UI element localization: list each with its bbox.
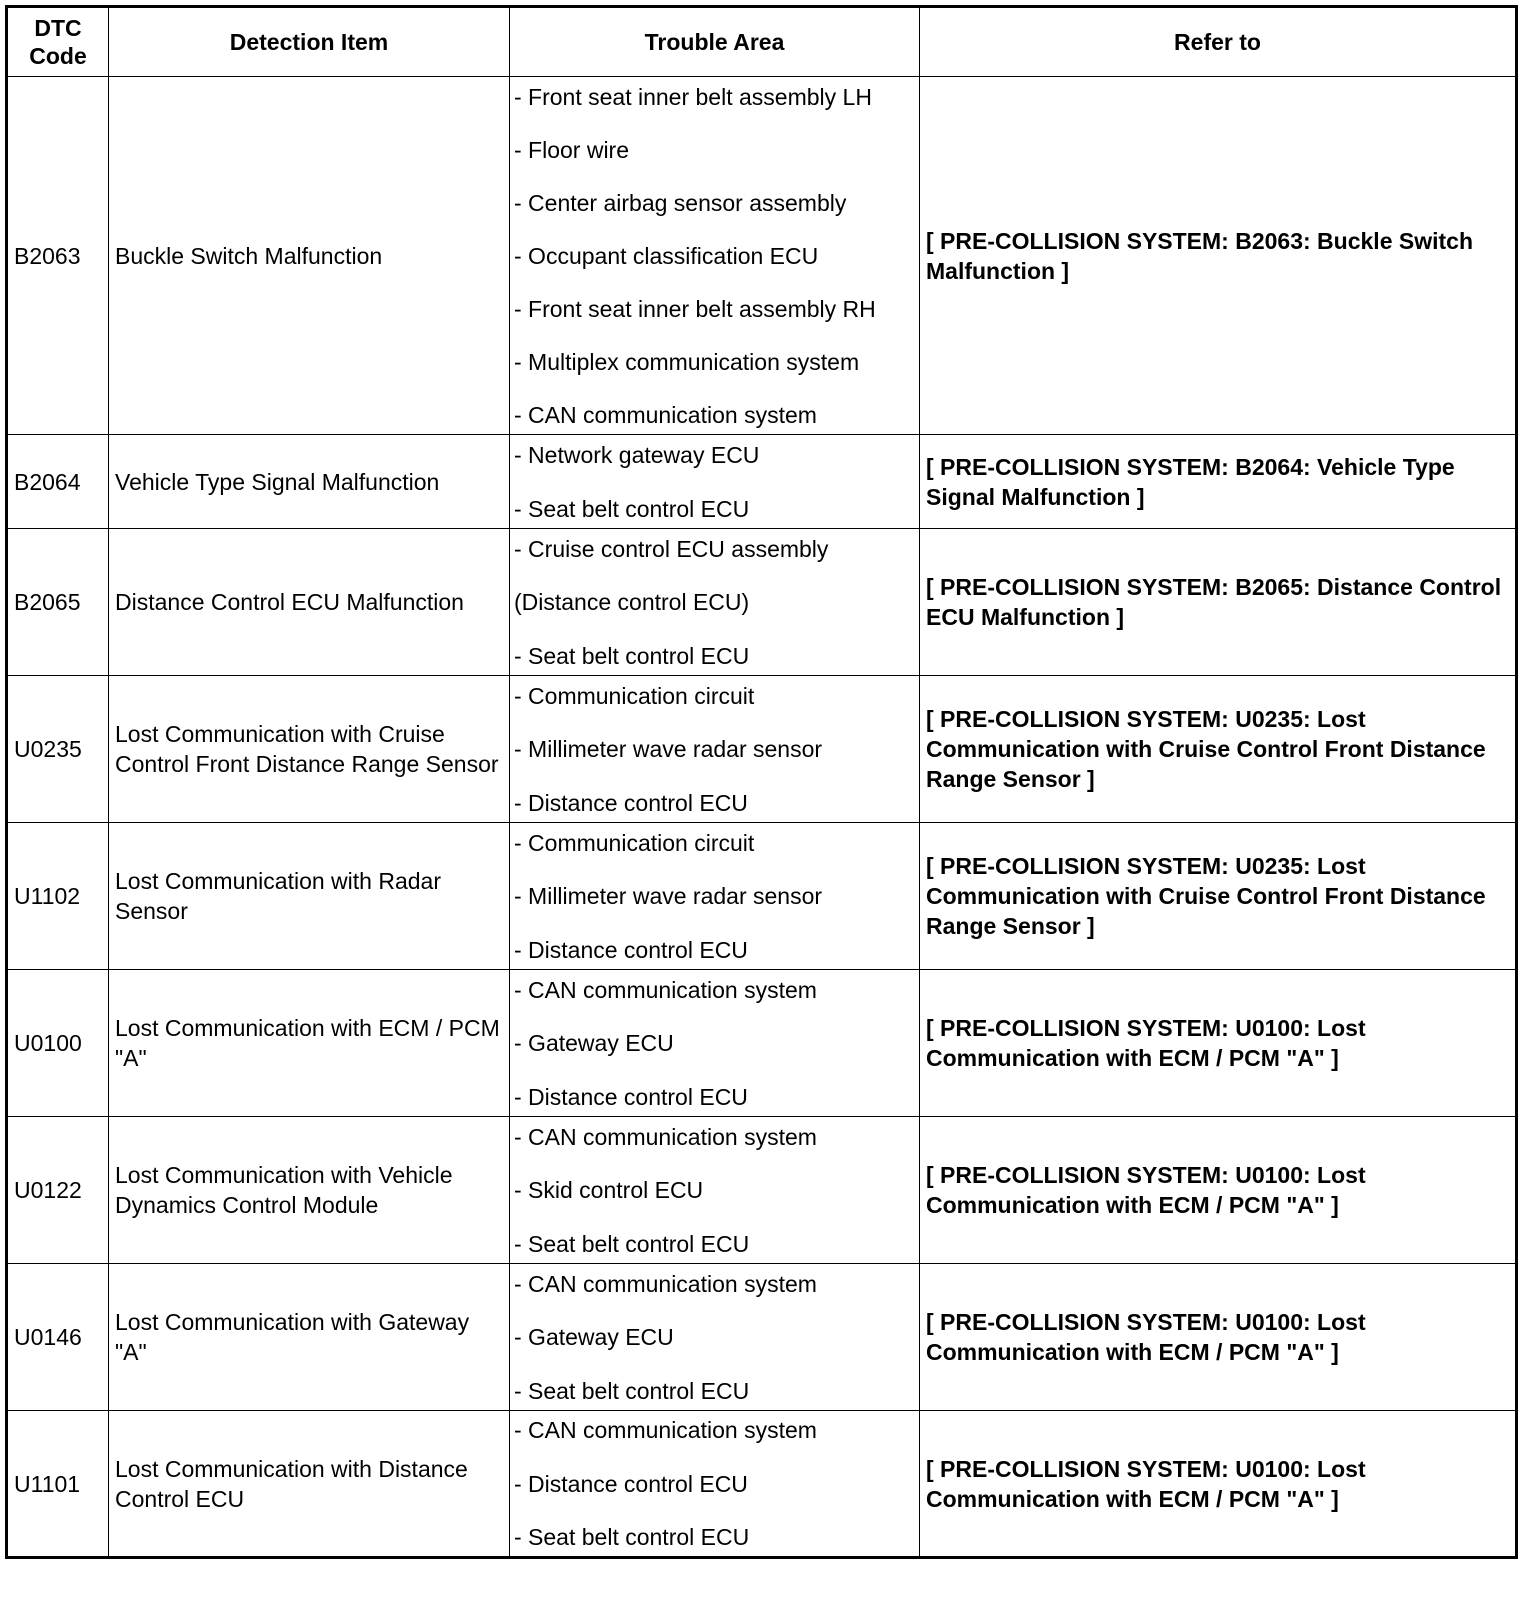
detection-item-cell: Distance Control ECU Malfunction [109,529,510,676]
trouble-area-item: - CAN communication system [514,401,817,428]
trouble-area-cell [510,676,920,823]
trouble-area-item: (Distance control ECU) [514,589,750,615]
trouble-area-item: - Millimeter wave radar sensor [514,736,823,762]
dtc-code-cell: U1101 [7,1411,109,1558]
trouble-area-item: - CAN communication system [514,1123,817,1150]
dtc-code-cell: U1102 [7,823,109,970]
trouble-area-list [514,1417,915,1550]
detection-item-cell: Lost Communication with ECM / PCM "A" [109,970,510,1117]
trouble-area-cell [510,970,920,1117]
trouble-area-list [514,977,915,1110]
dtc-code-cell: U0100 [7,970,109,1117]
trouble-area-item: - Distance control ECU [514,936,748,963]
detection-item-cell: Lost Communication with Distance Control ECU [109,1411,510,1558]
table-row [7,1117,1517,1264]
trouble-area-list [514,536,915,669]
table-row [7,676,1517,823]
trouble-area-list [514,1271,915,1404]
trouble-area-item: - Cruise control ECU assembly [514,535,829,562]
refer-to-link[interactable]: [ PRE-COLLISION SYSTEM: U0100: Lost Communication with ECM / PCM "A" ] [920,1264,1517,1411]
table-row [7,1411,1517,1558]
refer-to-link[interactable]: [ PRE-COLLISION SYSTEM: B2063: Buckle Switch Malfunction ] [920,77,1517,435]
trouble-area-list [514,84,915,428]
trouble-area-list [514,1124,915,1257]
table-row [7,77,1517,435]
table-header-row [7,7,1517,77]
table-row [7,435,1517,529]
trouble-area-list [514,683,915,816]
trouble-area-item: - Distance control ECU [514,1470,748,1497]
trouble-area-item: - Front seat inner belt assembly RH [514,295,876,322]
detection-item-cell: Lost Communication with Cruise Control Front Distance Range Sensor [109,676,510,823]
trouble-area-item: - Gateway ECU [514,1324,674,1350]
detection-item-cell: Lost Communication with Gateway "A" [109,1264,510,1411]
trouble-area-cell [510,435,920,529]
header-detection-item: Detection Item [109,7,510,77]
refer-to-link[interactable]: [ PRE-COLLISION SYSTEM: B2064: Vehicle Type Signal Malfunction ] [920,435,1517,529]
refer-to-link[interactable]: [ PRE-COLLISION SYSTEM: U0100: Lost Communication with ECM / PCM "A" ] [920,1411,1517,1558]
table-row [7,823,1517,970]
detection-item-cell: Lost Communication with Vehicle Dynamics Control Module [109,1117,510,1264]
trouble-area-item: - Millimeter wave radar sensor [514,883,823,909]
dtc-table-container [5,5,1518,1559]
trouble-area-item: - Distance control ECU [514,789,748,816]
detection-item-cell: Vehicle Type Signal Malfunction [109,435,510,529]
dtc-code-cell: U0235 [7,676,109,823]
trouble-area-cell [510,1264,920,1411]
trouble-area-list [514,830,915,963]
table-row [7,970,1517,1117]
trouble-area-list [514,442,915,522]
header-refer-to: Refer to [920,7,1517,77]
trouble-area-cell [510,823,920,970]
refer-to-link[interactable]: [ PRE-COLLISION SYSTEM: U0100: Lost Communication with ECM / PCM "A" ] [920,1117,1517,1264]
header-dtc-code: DTC Code [7,7,109,77]
trouble-area-item: - Occupant classification ECU [514,242,819,269]
trouble-area-cell [510,1117,920,1264]
trouble-area-item: - CAN communication system [514,1417,817,1443]
dtc-code-cell: U0122 [7,1117,109,1264]
trouble-area-item: - Skid control ECU [514,1177,704,1203]
trouble-area-item: - Seat belt control ECU [514,1230,750,1257]
trouble-area-item: - Communication circuit [514,829,755,856]
dtc-table [5,5,1518,1559]
trouble-area-cell [510,77,920,435]
refer-to-link[interactable]: [ PRE-COLLISION SYSTEM: U0100: Lost Communication with ECM / PCM "A" ] [920,970,1517,1117]
table-row [7,529,1517,676]
table-body [7,77,1517,1558]
trouble-area-cell [510,529,920,676]
dtc-code-cell: B2064 [7,435,109,529]
table-row [7,1264,1517,1411]
trouble-area-item: - Communication circuit [514,682,755,709]
trouble-area-item: - Seat belt control ECU [514,1524,750,1550]
trouble-area-item: - CAN communication system [514,976,817,1003]
dtc-code-cell: U0146 [7,1264,109,1411]
trouble-area-item: - Seat belt control ECU [514,1377,750,1404]
refer-to-link[interactable]: [ PRE-COLLISION SYSTEM: U0235: Lost Communication with Cruise Control Front Distance Range Sensor ] [920,676,1517,823]
detection-item-cell: Buckle Switch Malfunction [109,77,510,435]
trouble-area-item: - Multiplex communication system [514,348,860,375]
trouble-area-item: - Seat belt control ECU [514,642,750,669]
trouble-area-item: - CAN communication system [514,1270,817,1297]
trouble-area-item: - Floor wire [514,136,630,163]
trouble-area-cell [510,1411,920,1558]
detection-item-cell: Lost Communication with Radar Sensor [109,823,510,970]
trouble-area-item: - Center airbag sensor assembly [514,189,847,216]
header-trouble-area: Trouble Area [510,7,920,77]
dtc-code-cell: B2063 [7,77,109,435]
trouble-area-item: - Front seat inner belt assembly LH [514,83,872,110]
refer-to-link[interactable]: [ PRE-COLLISION SYSTEM: U0235: Lost Communication with Cruise Control Front Distance Range Sensor ] [920,823,1517,970]
refer-to-link[interactable]: [ PRE-COLLISION SYSTEM: B2065: Distance Control ECU Malfunction ] [920,529,1517,676]
trouble-area-item: - Seat belt control ECU [514,495,750,522]
trouble-area-item: - Gateway ECU [514,1030,674,1056]
trouble-area-item: - Distance control ECU [514,1083,748,1110]
dtc-code-cell: B2065 [7,529,109,676]
trouble-area-item: - Network gateway ECU [514,441,760,468]
